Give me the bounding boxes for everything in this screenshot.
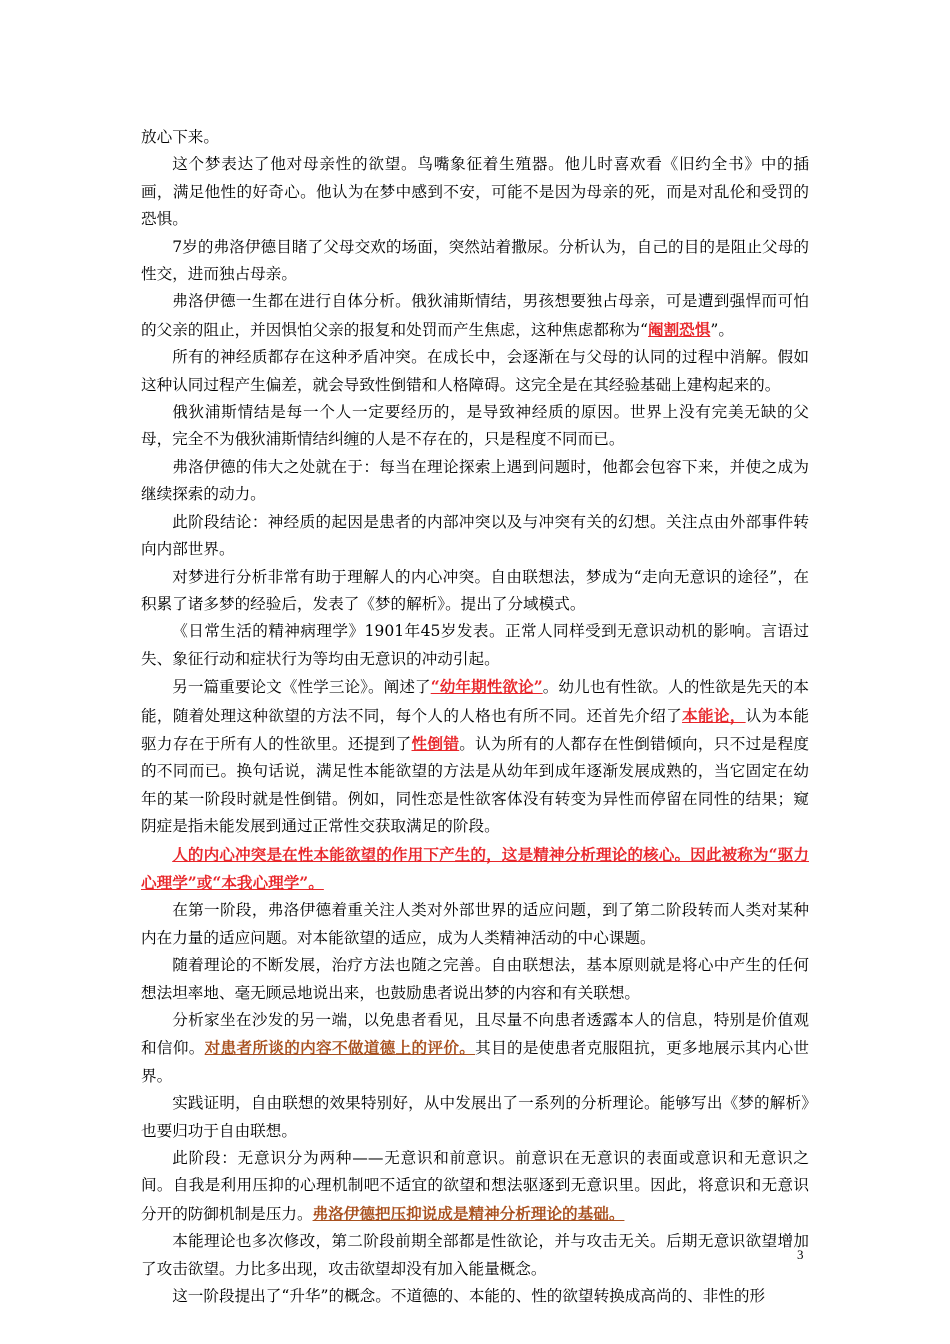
paragraph-4-end: ”。 xyxy=(710,320,734,339)
paragraph-4 xyxy=(141,288,809,344)
paragraph-18: 本能理论也多次修改，第二阶段前期全部都是性欲论，并与攻击无关。后期无意识欲望增加了攻击欲望。力比多出现，攻击欲望却没有加入能量概念。 xyxy=(141,1232,809,1278)
paragraph-15-text: 分析家坐在沙发的另一端，以免患者看见，且尽量不向患者透露本人的信息，特别是价值观和信仰。 xyxy=(141,1011,809,1058)
paragraph-12 xyxy=(141,841,809,898)
perversion-highlight: 性倒错 xyxy=(411,733,460,753)
paragraph-14: 随着理论的不断发展，治疗方法也随之完善。自由联想法，基本原则就是将心中产生的任何想法坦率地、毫无顾忌地说出来，也鼓励患者说出梦的内容和有关联想。 xyxy=(141,956,809,1002)
paragraph-15-end: 其目的是使患者克服阻抗，更多地展示其内心世界。 xyxy=(141,1039,809,1085)
instinct-theory-highlight: 本能论， xyxy=(681,705,746,725)
paragraph-11-mid-2: 认为本能驱力存在于所有人的性欲里。还提到了 xyxy=(141,706,809,753)
paragraph-6: 俄狄浦斯情结是每一个人一定要经历的，是导致神经质的原因。世界上没有完美无缺的父母，完全不为俄狄浦斯情结纠缠的人是不存在的，只是程度不同而已。 xyxy=(141,403,809,449)
paragraph-8: 此阶段结论：神经质的起因是患者的内部冲突以及与冲突有关的幻想。关注点由外部事件转向内部世界。 xyxy=(141,512,809,559)
paragraph-1: 放心下来。 xyxy=(141,128,219,146)
paragraph-16: 实践证明，自由联想的效果特别好，从中发展出了一系列的分析理论。能够写出《梦的解析》也要归功于自由联想。 xyxy=(141,1094,809,1140)
paragraph-4-text: 弗洛伊德一生都在进行自体分析。俄狄浦斯情结，男孩想要独占母亲，可是遭到强悍而可怕的父亲的阻止，并因惧怕父亲的报复和处罚而产生焦虑，这种焦虑都称为“ xyxy=(141,292,809,339)
paragraph-19: 这一阶段提出了“升华”的概念。不道德的、本能的、性的欲望转换成高尚的、非性的形 xyxy=(172,1287,766,1306)
core-theory-highlight: 人的内心冲突是在性本能欲望的作用下产生的，这是精神分析理论的核心。因此被称为“驱力心理学”或“本我心理学”。 xyxy=(141,844,809,892)
paragraph-13: 在第一阶段，弗洛伊德着重关注人类对外部世界的适应问题，到了第二阶段转而人类对某种内在力量的适应问题。对本能欲望的适应，成为人类精神活动的中心课题。 xyxy=(141,901,809,947)
repression-foundation-highlight: 弗洛伊德把压抑说成是精神分析理论的基础。 xyxy=(312,1203,625,1223)
paragraph-15 xyxy=(141,1007,809,1090)
paragraph-17-text: 此阶段：无意识分为两种——无意识和前意识。前意识在无意识的表面或意识和无意识之间。自我是利用压抑的心理机制吧不适宜的欲望和想法驱逐到无意识里。因此，将意识和无意识分开的防御机制是压力。 xyxy=(141,1149,809,1223)
page-number: 3 xyxy=(797,1247,804,1262)
paragraph-11 xyxy=(141,673,809,840)
paragraph-10: 《日常生活的精神病理学》1901年45岁发表。正常人同样受到无意识动机的影响。言语过失、象征行动和症状行为等均由无意识的冲动引起。 xyxy=(141,622,809,668)
paragraph-11-text: 另一篇重要论文《性学三论》。阐述了 xyxy=(172,678,431,697)
no-moral-judgment-highlight: 对患者所谈的内容不做道德上的评价。 xyxy=(204,1038,476,1058)
paragraph-2: 这个梦表达了他对母亲性的欲望。鸟嘴象征着生殖器。他儿时喜欢看《旧约全书》中的插画，满足他性的好奇心。他认为在梦中感到不安，可能不是因为母亲的死，而是对乱伦和受罚的恐惧。 xyxy=(141,155,809,229)
paragraph-9: 对梦进行分析非常有助于理解人的内心冲突。自由联想法，梦成为“走向无意识的途径”，在积累了诸多梦的经验后，发表了《梦的解析》。提出了分域模式。 xyxy=(141,567,809,613)
paragraph-11-end: 。认为所有的人都存在性倒错倾向，只不过是程度的不同而已。换句话说，满足性本能欲望的方法是从幼年到成年逐渐发展成熟的，当它固定在幼年的某一阶段时就是性倒错。例如，同性恋是性欲客体没有转变为异性而停留在同性的结果；窥阴症是指未能发展到通过正常性交获取满足的阶段。 xyxy=(141,734,809,836)
infantile-sexuality-highlight: “幼年期性欲论” xyxy=(430,677,543,697)
paragraph-11-mid-1: 。幼儿也有性欲。人的性欲是先天的本能，随着处理这种欲望的方法不同，每个人的人格也有所不同。还首先介绍了 xyxy=(141,678,809,725)
paragraph-7: 弗洛伊德的伟大之处就在于：每当在理论探索上遇到问题时，他都会包容下来，并使之成为继续探索的动力。 xyxy=(141,457,809,504)
castration-anxiety-highlight: 阉割恐惧 xyxy=(647,319,711,339)
paragraph-17 xyxy=(141,1145,809,1228)
paragraph-3: 7岁的弗洛伊德目睹了父母交欢的场面，突然站着撒尿。分析认为，自己的目的是阻止父母的性交，进而独占母亲。 xyxy=(141,237,809,284)
page-body xyxy=(141,124,809,1310)
paragraph-5: 所有的神经质都存在这种矛盾冲突。在成长中，会逐渐在与父母的认同的过程中消解。假如这种认同过程产生偏差，就会导致性倒错和人格障碍。这完全是在其经验基础上建构起来的。 xyxy=(141,348,809,394)
